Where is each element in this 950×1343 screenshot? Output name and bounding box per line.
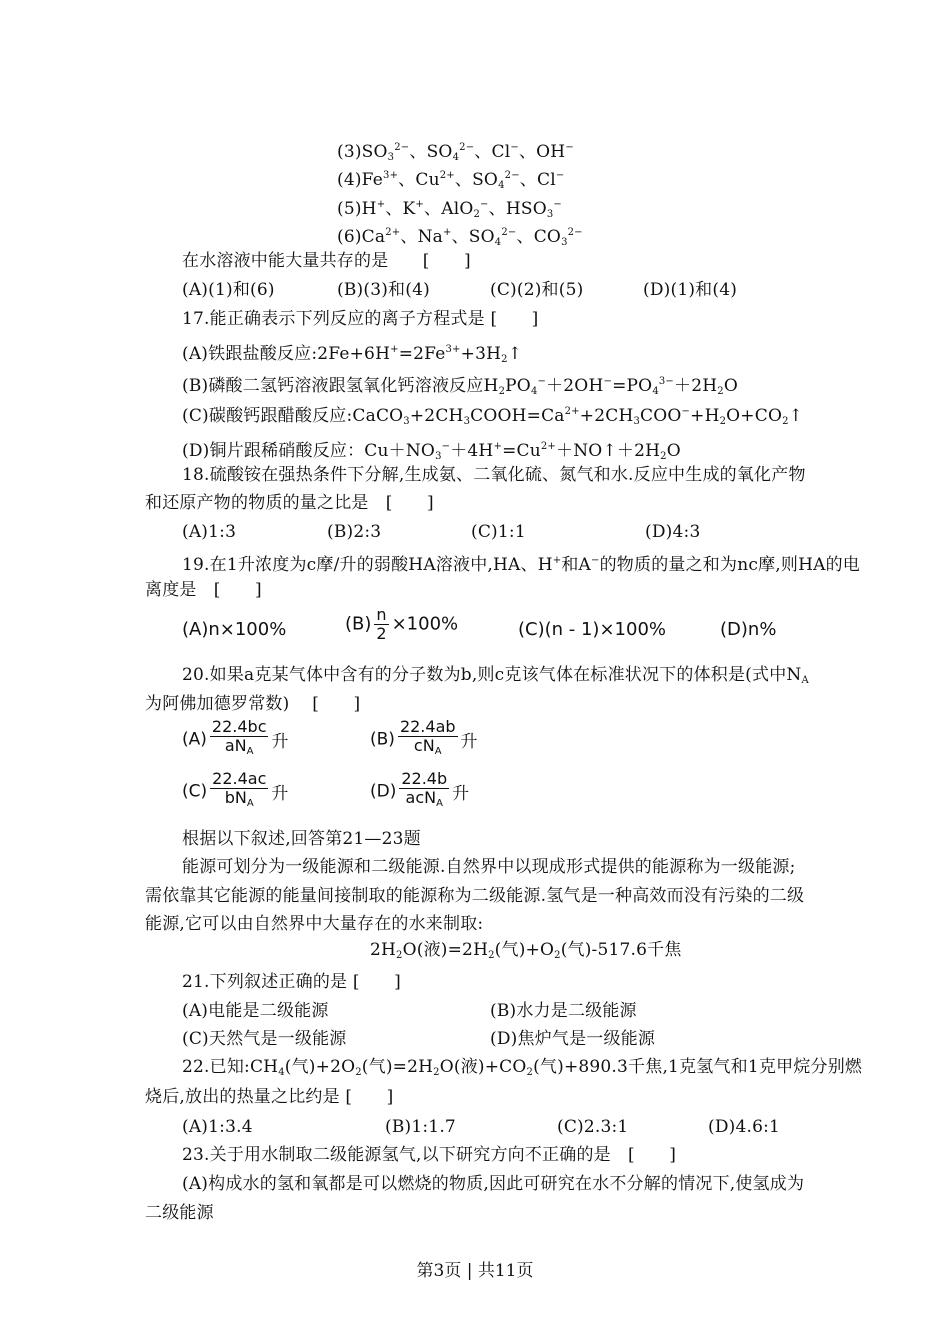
q21-option-a: (A)电能是二级能源 [182, 1001, 329, 1021]
q20-line1: 20.如果a克某气体中含有的分子数为b,则c克该气体在标准状况下的体积是(式中$N_A$ [182, 665, 809, 686]
q23-option-a-line1: (A)构成水的氢和氧都是可以燃烧的物质,因此可研究在水不分解的情况下,使氢成为 [182, 1174, 805, 1194]
q19-option-a: (A)n×100% [182, 619, 287, 640]
q22-option-c: (C)2.3:1 [557, 1117, 629, 1137]
passage-intro: 根据以下叙述,回答第21—23题 [182, 829, 421, 849]
q16-option-d: (D)(1)和(4) [643, 280, 738, 300]
q20-line2: 为阿佛加德罗常数) [ ] [145, 694, 361, 714]
q18-option-a: (A)1:3 [182, 522, 237, 542]
passage-equation: $2H_2O$(液)$=2H_2$(气)$+O_2$(气)-517.6千焦 [370, 940, 682, 961]
q19-option-b-fraction: $\frac{n}{2}$ [376, 605, 387, 643]
q17-option-b: (B)磷酸二氢钙溶液跟氢氧化钙溶液反应$H_2PO_4^-+2OH^-=PO_4^{3-}+2H_2O$ [182, 376, 738, 397]
q19-line1: 19.在1升浓度为c摩/升的弱酸HA溶液中,HA、H+和A−的物质的量之和为nc摩,则HA的电 [182, 555, 860, 575]
q22-option-d: (D)4.6:1 [708, 1117, 781, 1137]
passage-line3: 能源,它可以由自然界中大量存在的水来制取: [145, 914, 484, 934]
q22-line1: 22.已知$:CH_4$(气)$+2O_2$(气)$=2H_2O$(液)$+CO_2$(气)+890.3千焦,1克氢气和1克甲烷分别燃 [182, 1057, 863, 1078]
q18-line1: 18.硫酸铵在强热条件下分解,生成氨、二氧化硫、氮气和水.反应中生成的氧化产物 [182, 465, 806, 485]
q19-option-d: (D)n% [720, 619, 777, 640]
q18-option-b: (B)2:3 [327, 522, 382, 542]
q23-option-a-line2: 二级能源 [145, 1203, 214, 1223]
q20-option-c: (C) $\frac{22.4ac}{bN_A}$ 升 [182, 769, 289, 809]
q16-species-4: $(4)Fe^{3+}$、$Cu^{2+}$、$SO_4^{2-}$、Cl− [337, 170, 565, 191]
q19-option-c: (C)(n - 1)×100% [518, 619, 666, 640]
q19-option-b: (B) $\frac{n}{2}$ ×100% [345, 605, 459, 643]
q19-line2: 离度是 [ ] [145, 580, 262, 600]
q21-stem: 21.下列叙述正确的是 [ ] [182, 972, 401, 992]
q22-option-a: (A)1:3.4 [182, 1117, 253, 1137]
q20-option-a: (A) $\frac{22.4bc}{aN_A}$ 升 [182, 717, 289, 757]
passage-line1: 能源可划分为一级能源和二级能源.自然界中以现成形式提供的能源称为一级能源; [182, 857, 796, 877]
q18-option-c: (C)1:1 [471, 522, 526, 542]
q18-line2: 和还原产物的物质的量之比是 [ ] [145, 493, 434, 513]
q20-option-b: (B) $\frac{22.4ab}{cN_A}$ 升 [370, 717, 478, 757]
page-footer: 第3页 | 共11页 [416, 1261, 534, 1281]
q21-option-c: (C)天然气是一级能源 [182, 1029, 347, 1049]
q23-stem: 23.关于用水制取二级能源氢气,以下研究方向不正确的是 [ ] [182, 1145, 677, 1165]
q16-option-b: (B)(3)和(4) [337, 280, 430, 300]
q16-stem: 在水溶液中能大量共存的是 [ ] [182, 251, 471, 271]
q18-option-d: (D)4:3 [645, 522, 701, 542]
q17-stem: 17.能正确表示下列反应的离子方程式是 [ ] [182, 309, 539, 329]
q22-option-b: (B)1:1.7 [385, 1117, 456, 1137]
q17-option-a: (A)铁跟盐酸反应$:2Fe+6H^+=2Fe^{3+}+3H_2↑$ [182, 344, 523, 365]
q17-option-c: (C)碳酸钙跟醋酸反应$:CaCO_3+2CH_3COOH=Ca^{2+}+2CH_3COO^-+H_2O+CO_2↑$ [182, 406, 804, 427]
q16-option-c: (C)(2)和(5) [490, 280, 584, 300]
q16-species-3: $(3)SO_3^{2-}$、$SO_4^{2-}$、Cl−、OH− [337, 142, 574, 163]
q16-species-6: $(6)Ca^{2+}$、Na+、$SO_4^{2-}$、$CO_3^{2-}$ [337, 227, 583, 248]
q21-option-b: (B)水力是二级能源 [490, 1001, 637, 1021]
q22-line2: 烧后,放出的热量之比约是 [ ] [145, 1087, 394, 1107]
q17-option-d: (D)铜片跟稀硝酸反应：$Cu+NO_3^-+4H^+=Cu^{2+}+NO↑+2H_2O$ [182, 441, 681, 462]
q21-option-d: (D)焦炉气是一级能源 [490, 1029, 656, 1049]
passage-line2: 需依靠其它能源的能量间接制取的能源称为二级能源.氢气是一种高效而没有污染的二级 [145, 886, 805, 906]
q16-option-a: (A)(1)和(6) [182, 280, 275, 300]
q16-species-5: (5)H+、K+、AlO$_2$−、$HSO_3^-$ [337, 199, 562, 220]
q20-option-d: (D) $\frac{22.4b}{acN_A}$ 升 [370, 769, 470, 809]
